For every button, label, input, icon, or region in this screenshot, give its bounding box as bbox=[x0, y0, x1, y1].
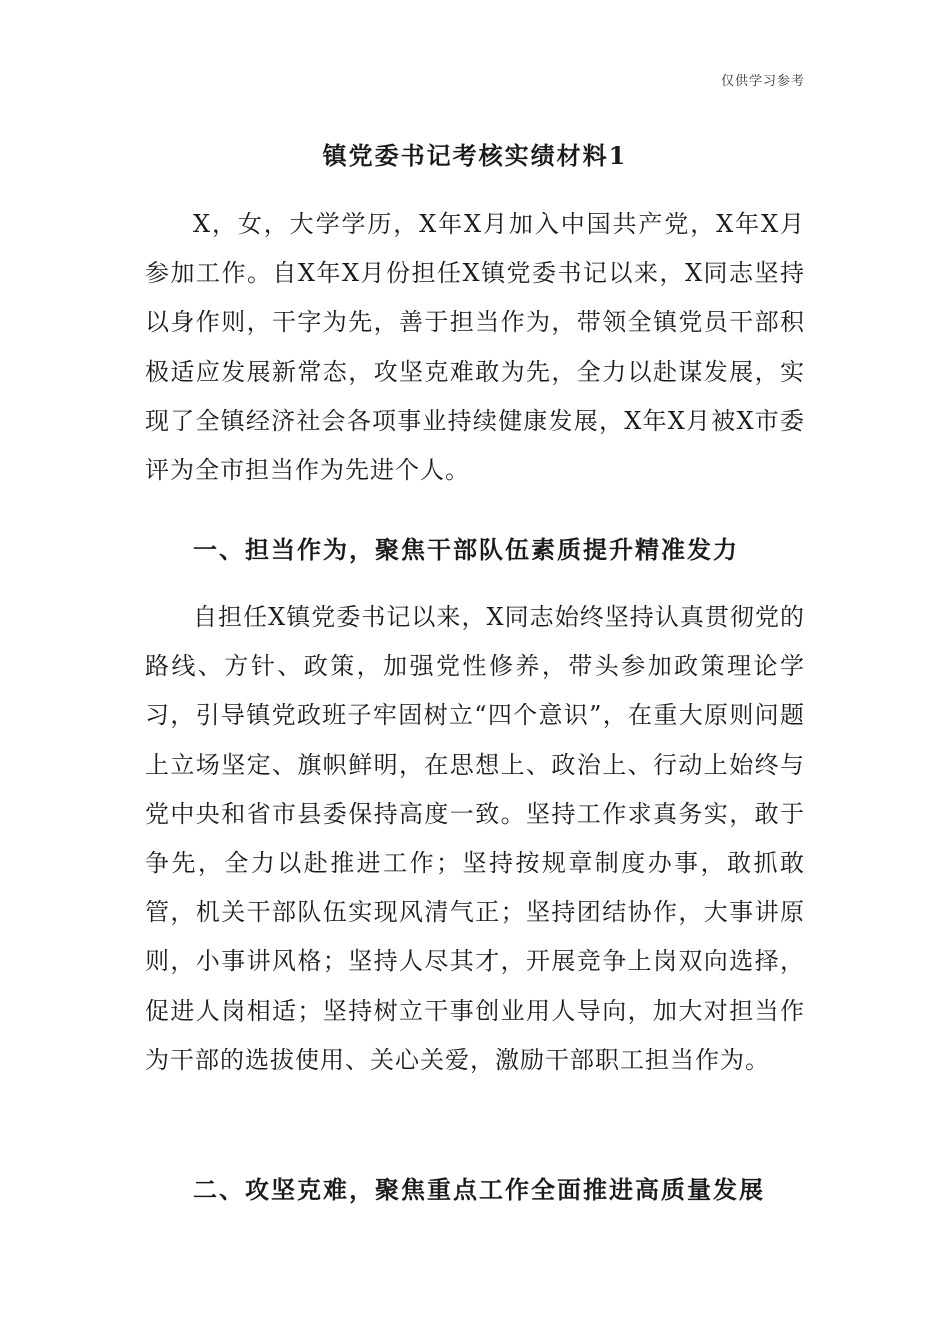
section-1-paragraph: 自担任X镇党委书记以来，X同志始终坚持认真贯彻党的路线、方针、政策，加强党性修养，带头参加政策理论学习，引导镇党政班子牢固树立“四个意识”，在重大原则问题上立场坚定、旗帜鲜明，在思想上、政治上、行动上始终与党中央和省市县委保持高度一致。坚持工作求真务实，敢于争先，全力以赴推进工作；坚持按规章制度办事，敢抓敢管，机关干部队伍实现风清气正；坚持团结协作，大事讲原则，小事讲风格；坚持人尽其才，开展竞争上岗双向选择，促进人岗相适；坚持树立干事创业用人导向，加大对担当作为干部的选拔使用、关心关爱，激励干部职工担当作为。 bbox=[145, 603, 805, 1074]
intro-paragraph: X，女，大学学历，X年X月加入中国共产党，X年X月参加工作。自X年X月份担任X镇党委书记以来，X同志坚持以身作则，干字为先，善于担当作为，带领全镇党员干部积极适应发展新常态，攻坚克难敢为先，全力以赴谋发展，实现了全镇经济社会各项事业持续健康发展，X年X月被X市委评为全市担当作为先进个人。 bbox=[145, 210, 805, 485]
section-2-heading: 二、攻坚克难，聚焦重点工作全面推进高质量发展 bbox=[193, 1175, 765, 1204]
header-note: 仅供学习参考 bbox=[720, 74, 805, 89]
section-1-heading: 一、担当作为，聚焦干部队伍素质提升精准发力 bbox=[193, 535, 739, 564]
document-title: 镇党委书记考核实绩材料1 bbox=[322, 141, 628, 170]
